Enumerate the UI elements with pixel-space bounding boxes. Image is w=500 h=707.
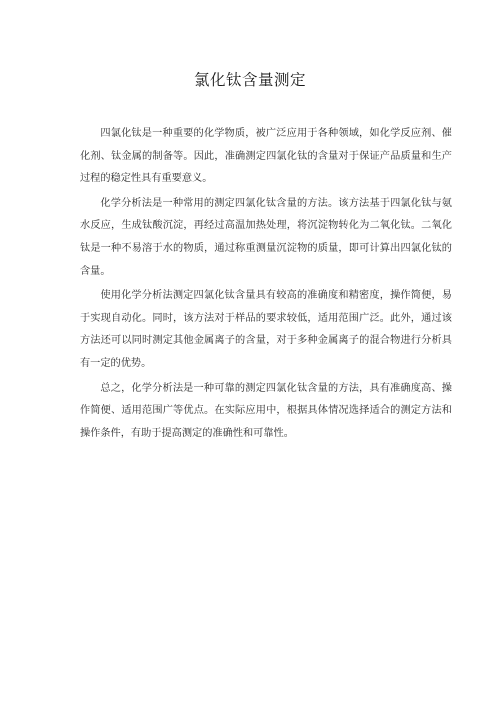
document-body (80, 123, 452, 447)
document-title: 氯化钛含量测定 (193, 71, 306, 89)
paragraph-3: 使用化学分析法测定四氯化钛含量具有较高的准确度和精密度，操作简便，易于实现自动化。同时，该方法对于样品的要求较低，适用范围广泛。此外，通过该方法还可以同时测定其他金属离子的含量，对于多种金属离子的混合物进行分析具有一定的优势。 (80, 290, 452, 369)
paragraph-2: 化学分析法是一种常用的测定四氯化钛含量的方法。该方法基于四氯化钛与氨水反应，生成钛酸沉淀，再经过高温加热处理，将沉淀物转化为二氧化钛。二氧化钛是一种不易溶于水的物质，通过称重测量沉淀物的质量，即可计算出四氯化钛的含量。 (80, 197, 452, 277)
paragraph-4: 总之，化学分析法是一种可靠的测定四氯化钛含量的方法，具有准确度高、操作简便、适用范围广等优点。在实际应用中，根据具体情况选择适合的测定方法和操作条件，有助于提高测定的准确性和可靠性。 (80, 382, 452, 439)
paragraph-1: 四氯化钛是一种重要的化学物质，被广泛应用于各种领域，如化学反应剂、催化剂、钛金属的制备等。因此，准确测定四氯化钛的含量对于保证产品质量和生产过程的稳定性具有重要意义。 (80, 128, 452, 185)
